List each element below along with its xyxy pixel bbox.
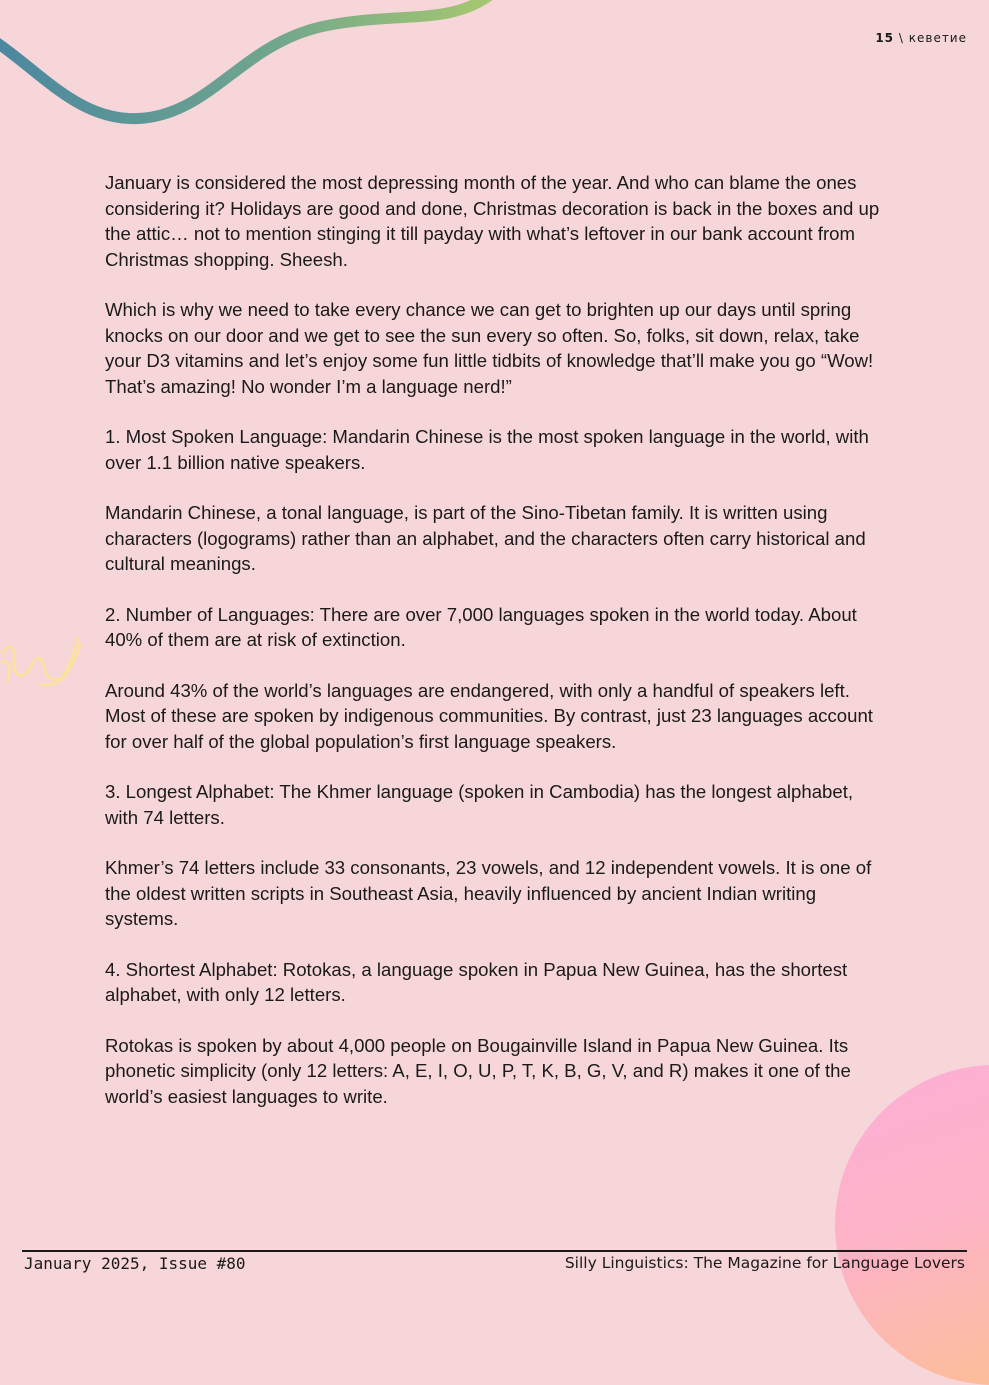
fact-4-detail: Rotokas is spoken by about 4,000 people on Bougainville Island in Papua New Guinea. Its phonetic simplicity (only 12 letters: A, E, I, O, U, P, T, K, B, G, V, and R) makes it one of the world’s easiest languages to write. (105, 1034, 851, 1107)
fact-4-heading: 4. Shortest Alphabet: Rotokas, a language spoken in Papua New Guinea, has the shortest alphabet, with only 12 letters. (105, 958, 848, 1005)
footer-divider (22, 1250, 967, 1252)
page-header (875, 31, 967, 45)
footer-issue: January 2025, Issue #80 (24, 1254, 246, 1273)
fact-3-detail: Khmer’s 74 letters include 33 consonants, 23 vowels, and 12 independent vowels. It is one of the oldest written scripts in Southeast Asia, heavily influenced by ancient Indian writing systems. (105, 857, 872, 929)
footer-magazine-title: Silly Linguistics: The Magazine for Language Lovers (564, 1254, 965, 1272)
header-separator: \ (898, 31, 904, 45)
paragraph-intro: January is considered the most depressing month of the year. And who can blame the ones considering it? Holidays are good and done, Christmas decoration is back in the boxes and up the attic… not to mention stinging it till payday with what’s leftover in our bank account from Christmas shopping. Sheesh. (105, 172, 880, 270)
paragraph-brighten: Which is why we need to take every chance we can get to brighten up our days until spring knocks on our door and we get to see the sun every so often. So, folks, sit down, relax, take your D3 vitamins and let’s enjoy some fun little tidbits of knowledge that’ll make you go “Wow! That’s amazing! No wonder I’m a language nerd!” (105, 299, 874, 397)
fact-2-detail: Around 43% of the world’s languages are endangered, with only a handful of speakers left. Most of these are spoken by indigenous communities. By contrast, just 23 languages account for over half of the global population’s first language speakers. (105, 679, 873, 752)
section-label: кеветие (908, 31, 967, 45)
decorative-wave (0, 0, 520, 140)
fact-1-heading: 1. Most Spoken Language: Mandarin Chinese is the most spoken language in the world, with over 1.1 billion native speakers. (105, 426, 869, 473)
fact-1-detail: Mandarin Chinese, a tonal language, is part of the Sino-Tibetan family. It is written using characters (logograms) rather than an alphabet, and the characters often carry historical and cultural meanings. (105, 502, 866, 574)
fact-3-heading: 3. Longest Alphabet: The Khmer language (spoken in Cambodia) has the longest alphabet, with 74 letters. (105, 781, 854, 828)
article-body (105, 170, 887, 1134)
fact-2-heading: 2. Number of Languages: There are over 7,000 languages spoken in the world today. About 40% of them are at risk of extinction. (105, 603, 857, 650)
page-number: 15 (875, 31, 895, 45)
decorative-squiggle (0, 632, 90, 697)
